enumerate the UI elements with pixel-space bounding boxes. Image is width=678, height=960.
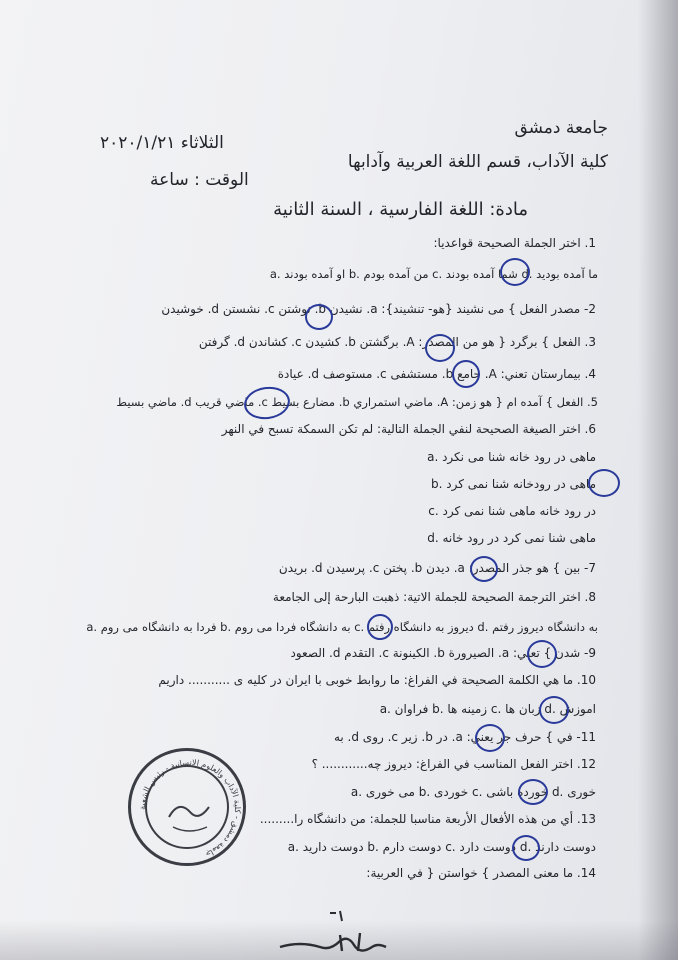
question-13-options: a. دوست دارید b. دوست دارم c. دوست دارد d. دوست دارند (287, 840, 596, 854)
exam-date: الثلاثاء ٢٠٢٠/١/٢١ (100, 133, 224, 153)
question-8: 8. اختر الترجمة الصحيحة للجملة الاتية: ذهبت البارحة إلى الجامعة (272, 590, 596, 604)
answer-circle-q11 (475, 724, 505, 752)
answer-circle-q9 (527, 640, 557, 668)
question-9: 9- شدن } تعني: a. الصيرورة b. الكينونة c. التقدم d. الصعود (290, 646, 596, 660)
question-3: 3. الفعل } برگرد { هو من المصدر: A. برگشتن b. کشیدن c. کشاندن d. گرفتن (198, 335, 596, 349)
answer-circle-q4 (452, 360, 480, 388)
question-12-options: a. می خوری b. خوردی c. خورده باشی d. خوری (350, 785, 596, 799)
page-shadow (638, 0, 678, 960)
answer-circle-q3 (425, 334, 455, 362)
exam-time: الوقت : ساعة (150, 170, 249, 190)
question-14: 14. ما معنى المصدر } خواستن { في العربية: (366, 866, 596, 880)
university-name: جامعة دمشق (514, 118, 608, 138)
question-10-options: a. فراوان b. زمینه ها c. زبان ها d. اموزش (379, 702, 596, 716)
question-6-option-a: a. ماهی در رود خانه شنا می نکرد (427, 450, 596, 464)
question-13: 13. أي من هذه الأفعال الأربعة مناسبا للجملة: من دانشگاه را......... (259, 812, 596, 826)
question-2: 2- مصدر الفعل } می نشیند {هو- تنشیند}: a. نشیدن b. نوشتن c. نشستن d. خوشیدن (161, 302, 596, 316)
question-6-option-b: b. ماهی در رودخانه شنا نمی کرد (431, 477, 596, 491)
answer-circle-q2 (305, 304, 333, 330)
question-6-option-c: c. در رود خانه ماهی شنا نمی کرد (428, 504, 596, 518)
handwritten-signature (270, 905, 400, 960)
stamp-lettering (131, 751, 249, 869)
official-stamp (128, 748, 246, 866)
question-1: 1. اختر الجملة الصحيحة قواعديا: (433, 236, 596, 250)
question-5: 5. الفعل } آمده ام { هو زمن: A. ماضي استمراري b. مضارع بسيط c. ماضي قريب d. ماضي بسيط (116, 395, 598, 409)
answer-circle-q1 (500, 258, 530, 286)
question-6: 6. اختر الصيغة الصحيحة لنفي الجملة التالية: لم تكن السمكة تسبح في النهر (221, 422, 596, 436)
question-4: 4. بیمارستان تعني: A. جامع b. مستشفى c. مستوصف d. عيادة (277, 367, 596, 381)
answer-circle-q12 (518, 779, 548, 805)
faculty-name: كلية الآداب، قسم اللغة العربية وآدابها (347, 152, 608, 172)
question-11: 11- في } حرف جر يعني: a. در b. زیر c. روی d. به (333, 730, 596, 744)
answer-circle-q10 (539, 696, 569, 724)
answer-circle-q6 (588, 469, 620, 497)
question-12: 12. اختر الفعل المناسب في الفراغ: دیروز چه............ ؟ (311, 757, 596, 771)
answer-circle-q7 (470, 556, 498, 582)
answer-circle-q5 (242, 384, 292, 422)
question-1-options: a. او آمده بودند b. من آمده بودم c. شما آمده بودند d. ما آمده بودید (269, 267, 598, 281)
answer-circle-q8 (367, 614, 393, 640)
subject-title: مادة: اللغة الفارسية ، السنة الثانية (273, 199, 528, 220)
question-6-option-d: d. ماهی شنا نمی کرد در رود خانه (427, 531, 596, 545)
question-10: 10. ما هي الكلمة الصحيحة في الفراغ: ما روابط خوبی با ایران در کلیه ی ........... داریم (158, 673, 596, 687)
question-8-options: a. فردا به دانشگاه می روم b. به دانشگاه فردا می روم c. دیروز به دانشگاه رفتم d. به دانشگاه دیروز رفتم (86, 620, 598, 634)
question-7: 7- بین } هو جذر المصدر: a. دیدن b. پختن c. پرسیدن d. بریدن (278, 561, 596, 575)
answer-circle-q13 (512, 835, 540, 861)
svg-text:جامعة دمشق - كلية الآداب والعل: جامعة دمشق - كلية الآداب والعلوم الإنسانية - رئيس الشعبة (137, 757, 243, 859)
